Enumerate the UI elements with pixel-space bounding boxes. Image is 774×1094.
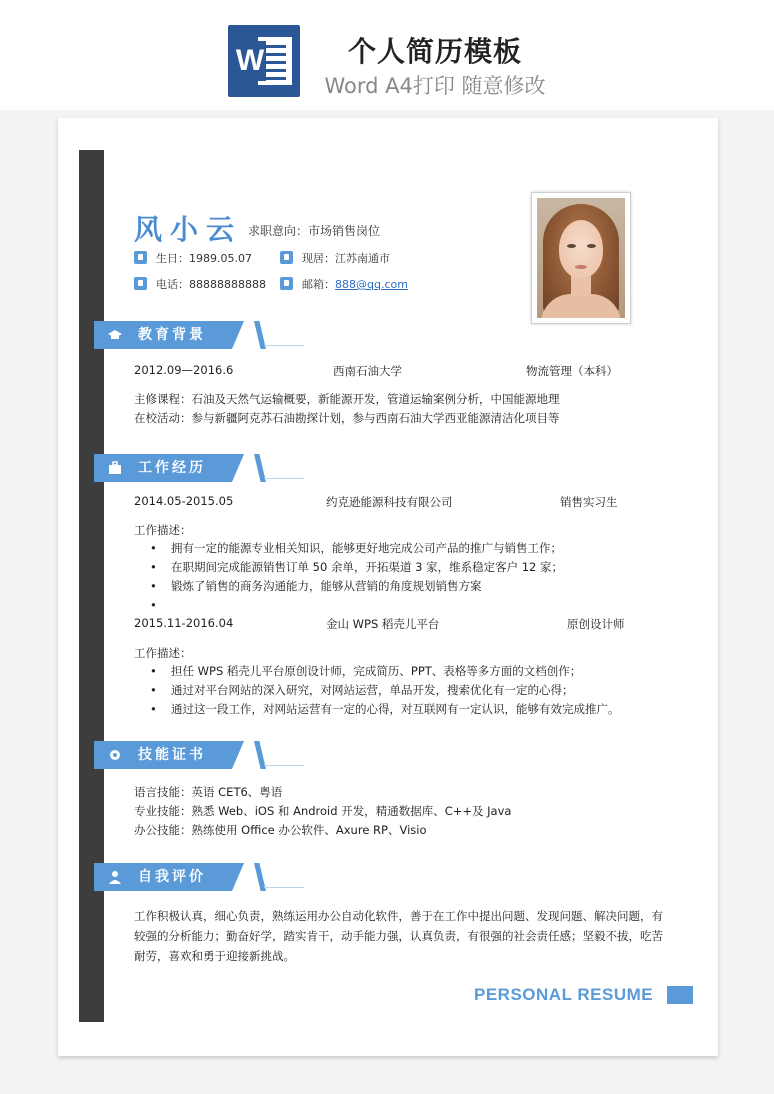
edu-period: 2012.09—2016.6	[134, 363, 234, 377]
banner-title: 个人简历模板	[347, 35, 522, 68]
phone-icon	[134, 277, 147, 290]
job2-bullets	[134, 662, 620, 719]
section-self-eval-header: 自我评价	[94, 863, 294, 891]
section-education-header: 教育背景	[94, 321, 294, 349]
section-skills-header: 技能证书	[94, 741, 294, 769]
job2-role: 原创设计师	[567, 617, 625, 631]
section-work-header: 工作经历	[94, 454, 294, 482]
skill-language: 语言技能：英语 CET6、粤语	[134, 785, 283, 799]
list-item	[134, 596, 563, 615]
mail-icon	[280, 277, 293, 290]
list-item: • 锻炼了销售的商务沟通能力，能够从营销的角度规划销售方案	[134, 577, 563, 596]
edu-major: 物流管理（本科）	[526, 364, 618, 378]
profile-photo	[531, 192, 631, 324]
email-link[interactable]: 888@qq.com	[335, 278, 408, 291]
job-intent: 求职意向：市场销售岗位	[248, 224, 381, 238]
footer-brand: PERSONAL RESUME	[474, 985, 654, 1004]
list-item: • 通过这一段工作，对网站运营有一定的心得，对互联网有一定认识，能够有效完成推广。	[134, 700, 620, 719]
list-item: • 拥有一定的能源专业相关知识，能够更好地完成公司产品的推广与销售工作；	[134, 539, 563, 558]
job2-desc-label: 工作描述：	[134, 646, 192, 660]
skill-office: 办公技能：熟练使用 Office 办公软件、Axure RP、Visio	[134, 823, 427, 837]
resume-page	[58, 118, 718, 1056]
birth-info: 生日：1989.05.07	[134, 251, 252, 267]
list-item: • 通过对平台网站的深入研究，对网站运营，单品开发，搜索优化有一定的心得；	[134, 681, 620, 700]
building-icon	[280, 251, 293, 264]
job1-period: 2014.05-2015.05	[134, 494, 234, 508]
user-icon	[134, 251, 147, 264]
self-eval-text: 工作积极认真，细心负责，熟练运用办公自动化软件，善于在工作中提出问题、发现问题、解决问题，有较强的分析能力；勤奋好学，踏实肯干，动手能力强，认真负责，有很强的社会责任感；坚毅不拔，吃苦耐劳，喜欢和勇于迎接新挑战。	[134, 909, 663, 963]
footer-accent-block	[667, 986, 693, 1004]
gear-icon	[108, 748, 122, 762]
list-item: • 在职期间完成能源销售订单 50 余单，开拓渠道 3 家，维系稳定客户 12 家；	[134, 558, 563, 577]
edu-activities: 在校活动：参与新疆阿克苏石油勘探计划，参与西南石油大学西亚能源清洁化项目等	[134, 411, 560, 425]
edu-school: 西南石油大学	[333, 364, 402, 378]
person-icon	[108, 870, 122, 884]
residence-info: 现居：江苏南通市	[280, 251, 390, 267]
word-logo-icon: W	[228, 25, 300, 97]
graduation-cap-icon	[108, 328, 122, 342]
job1-role: 销售实习生	[560, 495, 618, 509]
briefcase-icon	[108, 461, 122, 475]
phone-info: 电话：88888888888	[134, 277, 266, 293]
template-banner	[0, 0, 774, 110]
skill-professional: 专业技能：熟悉 Web、iOS 和 Android 开发，精通数据库、C++及 Java	[134, 804, 512, 818]
list-item: • 担任 WPS 稻壳儿平台原创设计师，完成简历、PPT、表格等多方面的文档创作；	[134, 662, 620, 681]
job1-desc-label: 工作描述：	[134, 523, 192, 537]
sidebar-stripe	[79, 150, 104, 1022]
candidate-name: 风小云	[134, 213, 243, 246]
job2-period: 2015.11-2016.04	[134, 616, 234, 630]
job2-company: 金山 WPS 稻壳儿平台	[326, 617, 440, 631]
job1-bullets	[134, 539, 563, 615]
edu-courses: 主修课程：石油及天然气运输概要，新能源开发，管道运输案例分析，中国能源地理	[134, 392, 560, 406]
email-info: 邮箱：888@qq.com	[280, 277, 408, 293]
banner-subtitle: Word A4打印 随意修改	[324, 74, 546, 98]
job1-company: 约克逊能源科技有限公司	[326, 495, 453, 509]
